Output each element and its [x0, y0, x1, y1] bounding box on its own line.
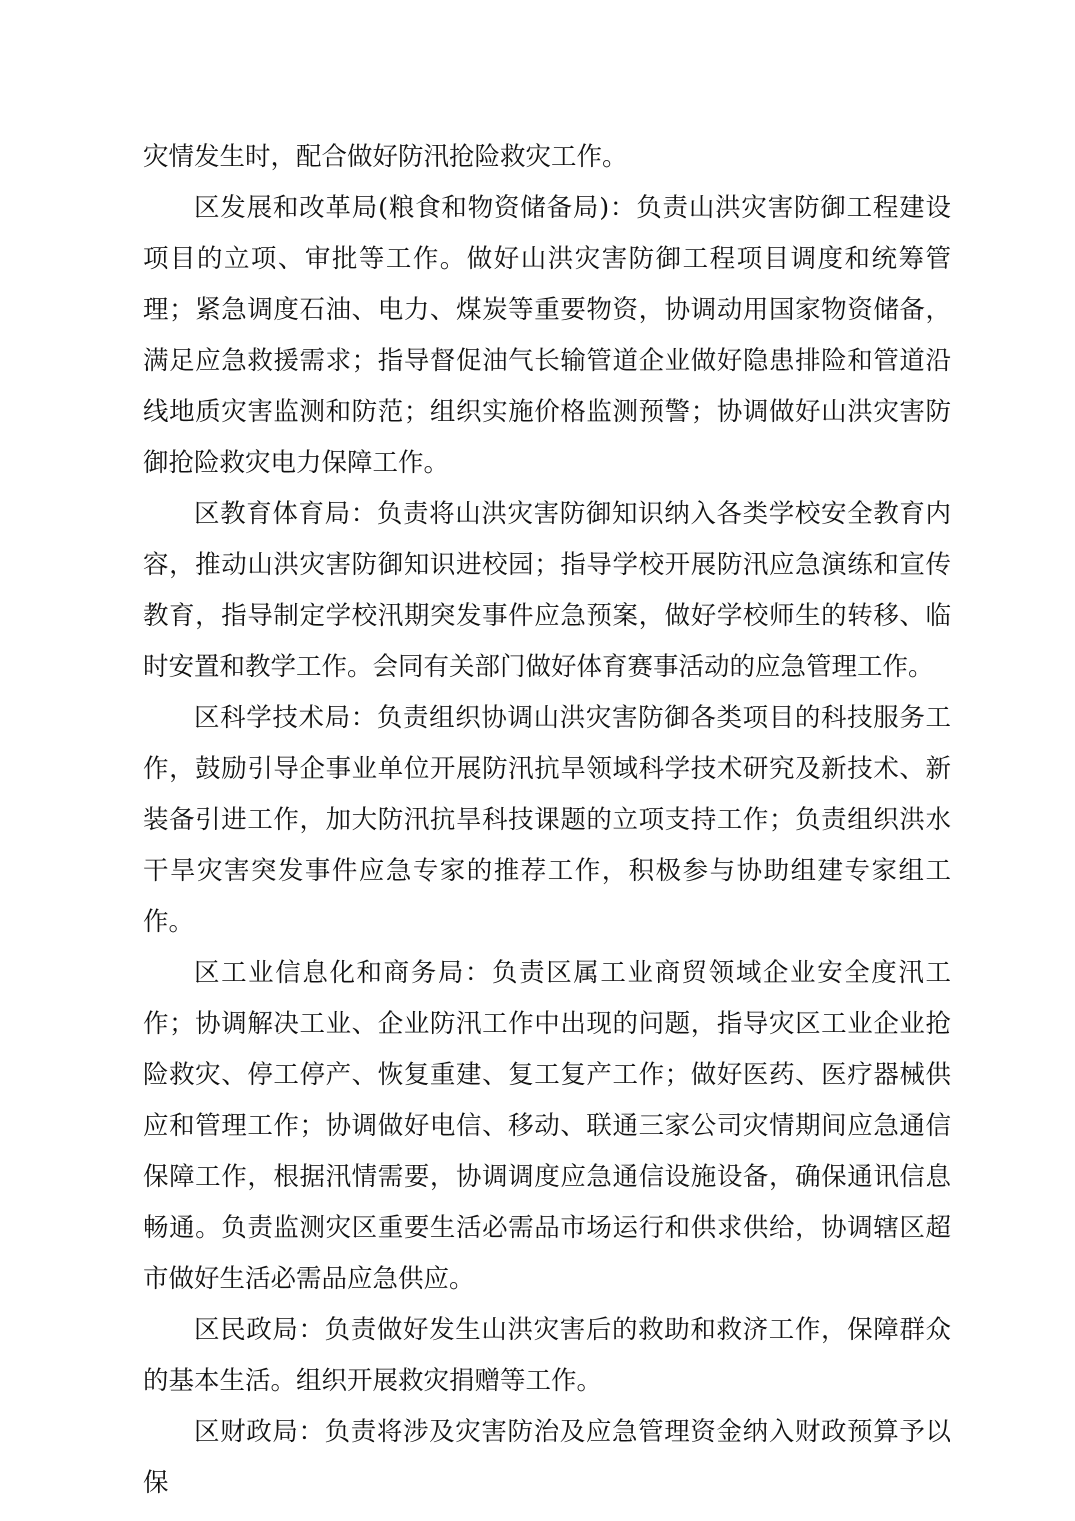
paragraph-disaster-cooperation: 灾情发生时，配合做好防汛抢险救灾工作。 [143, 142, 628, 172]
paragraph-education-sports-bureau: 区教育体育局：负责将山洪灾害防御知识纳入各类学校安全教育内容，推动山洪灾害防御知识进校园；指导学校开展防汛应急演练和宣传教育，指导制定学校汛期突发事件应急预案，做好学校师生的转移、临时安置和教学工作。会同有关部门做好体育赛事活动的应急管理工作。 [143, 499, 951, 682]
document-page [143, 132, 951, 1509]
paragraph-industry-commerce-bureau: 区工业信息化和商务局：负责区属工业商贸领域企业安全度汛工作；协调解决工业、企业防汛工作中出现的问题，指导灾区工业企业抢险救灾、停工停产、恢复重建、复工复产工作；做好医药、医疗器械供应和管理工作；协调做好电信、移动、联通三家公司灾情期间应急通信保障工作，根据汛情需要，协调调度应急通信设施设备，确保通讯信息畅通。负责监测灾区重要生活必需品市场运行和供求供给，协调辖区超市做好生活必需品应急供应。 [143, 958, 951, 1294]
paragraph-finance-bureau: 区财政局：负责将涉及灾害防治及应急管理资金纳入财政预算予以保 [143, 1417, 951, 1498]
paragraph-civil-affairs-bureau: 区民政局：负责做好发生山洪灾害后的救助和救济工作，保障群众的基本生活。组织开展救灾捐赠等工作。 [143, 1315, 951, 1396]
paragraph-development-reform-bureau: 区发展和改革局(粮食和物资储备局)：负责山洪灾害防御工程建设项目的立项、审批等工作。做好山洪灾害防御工程项目调度和统筹管理；紧急调度石油、电力、煤炭等重要物资，协调动用国家物资储备，满足应急救援需求；指导督促油气长输管道企业做好隐患排险和管道沿线地质灾害监测和防范；组织实施价格监测预警；协调做好山洪灾害防御抢险救灾电力保障工作。 [143, 193, 951, 478]
paragraph-science-technology-bureau: 区科学技术局：负责组织协调山洪灾害防御各类项目的科技服务工作，鼓励引导企事业单位开展防汛抗旱领域科学技术研究及新技术、新装备引进工作，加大防汛抗旱科技课题的立项支持工作；负责组织洪水干旱灾害突发事件应急专家的推荐工作，积极参与协助组建专家组工作。 [143, 703, 951, 937]
